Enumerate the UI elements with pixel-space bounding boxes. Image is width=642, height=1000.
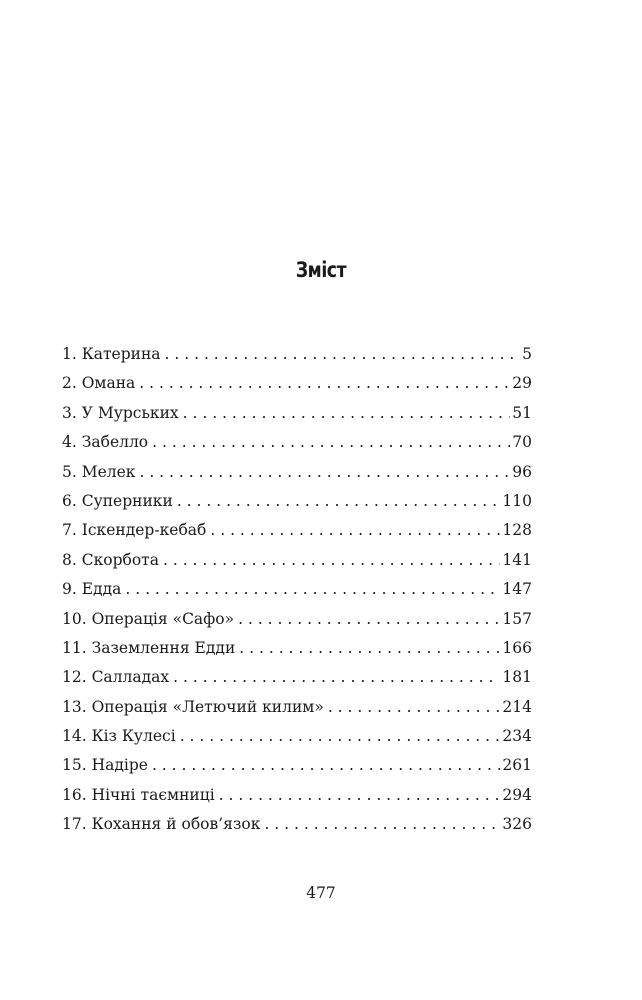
toc-entry (62, 399, 532, 428)
toc-entry-page: 128 (502, 521, 532, 540)
toc-leader-dots (180, 722, 501, 751)
toc-leader-dots (165, 340, 521, 369)
toc-entry-title: 9. Едда (62, 580, 122, 599)
toc-leader-dots (238, 605, 500, 634)
toc-entry (62, 369, 532, 398)
toc-entry-page: 234 (502, 727, 532, 746)
toc-entry (62, 693, 532, 722)
toc-leader-dots (152, 751, 500, 780)
toc-entry (62, 546, 532, 575)
toc-entry-title: 4. Забелло (62, 433, 149, 452)
toc-entry-page: 147 (502, 580, 532, 599)
toc-entry (62, 810, 532, 839)
toc-entry (62, 722, 532, 751)
toc-entry (62, 575, 532, 604)
toc-entry (62, 428, 532, 457)
toc-leader-dots (139, 458, 510, 487)
toc-entry-title: 17. Кохання й обов’язок (62, 815, 261, 834)
toc-entry-page: 96 (512, 462, 532, 481)
toc-leader-dots (125, 575, 500, 604)
toc-entry-page: 261 (502, 756, 532, 775)
toc-entry-title: 5. Мелек (62, 462, 136, 481)
toc-leader-dots (139, 369, 510, 398)
toc-entry-page: 141 (502, 550, 532, 569)
toc-entry-page: 294 (502, 785, 532, 804)
toc-leader-dots (239, 634, 500, 663)
toc-leader-dots (264, 810, 500, 839)
toc-entry-title: 14. Кіз Кулесі (62, 727, 176, 746)
toc-entry-page: 214 (502, 697, 532, 716)
toc-entry (62, 634, 532, 663)
toc-entry-title: 7. Іскендер-кебаб (62, 521, 207, 540)
toc-leader-dots (163, 546, 500, 575)
toc-entry-page: 181 (502, 668, 532, 687)
toc-entry-page: 166 (502, 638, 532, 657)
toc-entry (62, 487, 532, 516)
toc-entry-title: 6. Суперники (62, 491, 173, 510)
toc-entry-page: 326 (502, 815, 532, 834)
toc-entry-title: 13. Операція «Летючий килим» (62, 697, 324, 716)
toc-leader-dots (152, 428, 510, 457)
toc-entry-title: 2. Омана (62, 374, 136, 393)
toc-leader-dots (219, 781, 501, 810)
toc-entry-title: 15. Надіре (62, 756, 148, 775)
toc-entry (62, 751, 532, 780)
toc-entry-page: 51 (512, 403, 532, 422)
toc-entry (62, 458, 532, 487)
toc-entry-title: 16. Нічні таємниці (62, 785, 215, 804)
toc-entry-page: 5 (522, 345, 532, 363)
toc-leader-dots (173, 663, 500, 692)
toc-entry-title: 10. Операція «Сафо» (62, 609, 235, 628)
toc-entry-title: 11. Заземлення Едди (62, 638, 236, 657)
toc-entry (62, 605, 532, 634)
toc-leader-dots (177, 487, 501, 516)
toc-entry (62, 516, 532, 545)
toc-entry-page: 110 (502, 491, 532, 510)
toc-entry-title: 1. Катерина (62, 345, 161, 363)
toc-entry (62, 663, 532, 692)
toc-entry-page: 29 (512, 374, 532, 393)
page-title: Зміст (295, 258, 347, 282)
toc-entry (62, 781, 532, 810)
toc-entry-title: 12. Салладах (62, 668, 170, 687)
toc-entry-title: 8. Скорбота (62, 550, 159, 569)
toc-entry-page: 157 (502, 609, 532, 628)
toc-leader-dots (183, 399, 511, 428)
page-number: 477 (306, 884, 336, 902)
table-of-contents (62, 340, 532, 840)
toc-leader-dots (210, 516, 500, 545)
toc-entry-title: 3. У Мурських (62, 403, 179, 422)
toc-leader-dots (328, 693, 501, 722)
toc-entry-page: 70 (512, 433, 532, 452)
toc-entry (62, 340, 532, 369)
